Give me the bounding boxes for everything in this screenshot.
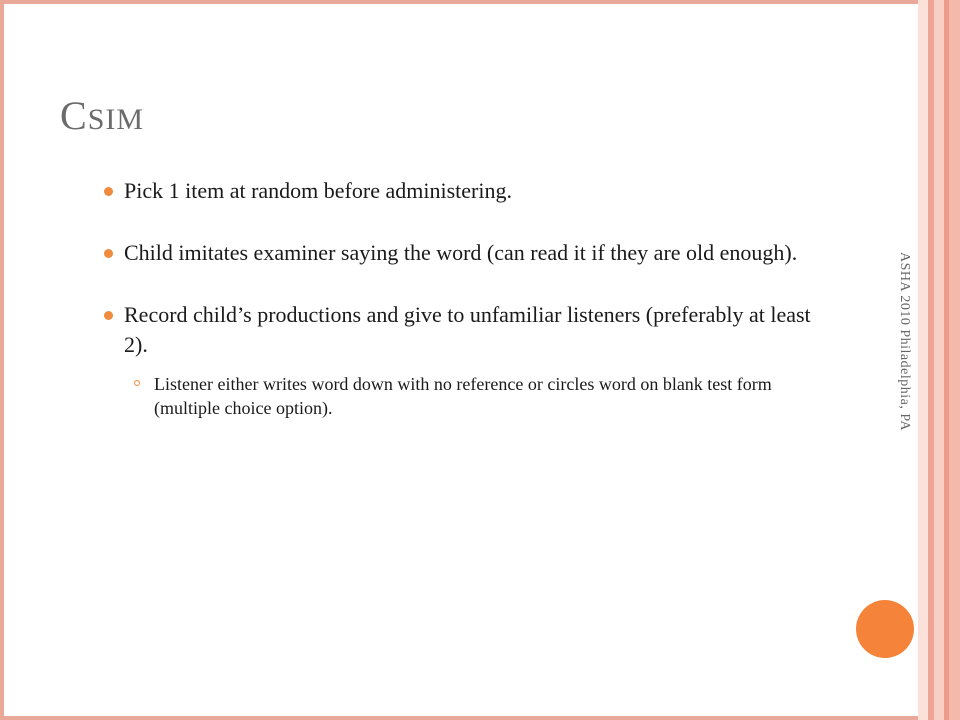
sub-bullet-ring-icon <box>134 380 140 386</box>
right-stripe-3 <box>934 0 944 720</box>
orange-circle-decoration <box>856 600 914 658</box>
bullet-item <box>106 176 826 206</box>
vertical-footer-text: ASHA 2010 Philadelphia, PA <box>897 252 912 431</box>
bullet-dot-icon <box>104 187 113 196</box>
bullet-dot-icon <box>104 249 113 258</box>
bullet-text: Record child’s productions and give to unfamiliar listeners (preferably at least 2). <box>124 302 811 357</box>
title-initial: C <box>60 93 88 138</box>
bullet-item <box>106 238 826 268</box>
right-stripe-1 <box>918 0 928 720</box>
bullet-text: Pick 1 item at random before administering. <box>124 178 512 203</box>
frame-top-border <box>0 0 960 4</box>
sub-bullet-item <box>124 372 826 420</box>
right-stripe-5 <box>949 0 960 720</box>
slide-title <box>60 93 145 138</box>
frame-left-border <box>0 0 4 720</box>
bullet-dot-icon <box>104 311 113 320</box>
bullet-list <box>106 176 826 452</box>
bullet-text: Child imitates examiner saying the word (can read it if they are old enough). <box>124 240 798 265</box>
sub-bullet-list <box>124 372 826 420</box>
bullet-item <box>106 300 826 420</box>
title-rest: SIM <box>87 103 145 136</box>
sub-bullet-text: Listener either writes word down with no reference or circles word on blank test form (multiple choice option). <box>154 374 772 418</box>
frame-bottom-border <box>0 716 960 720</box>
